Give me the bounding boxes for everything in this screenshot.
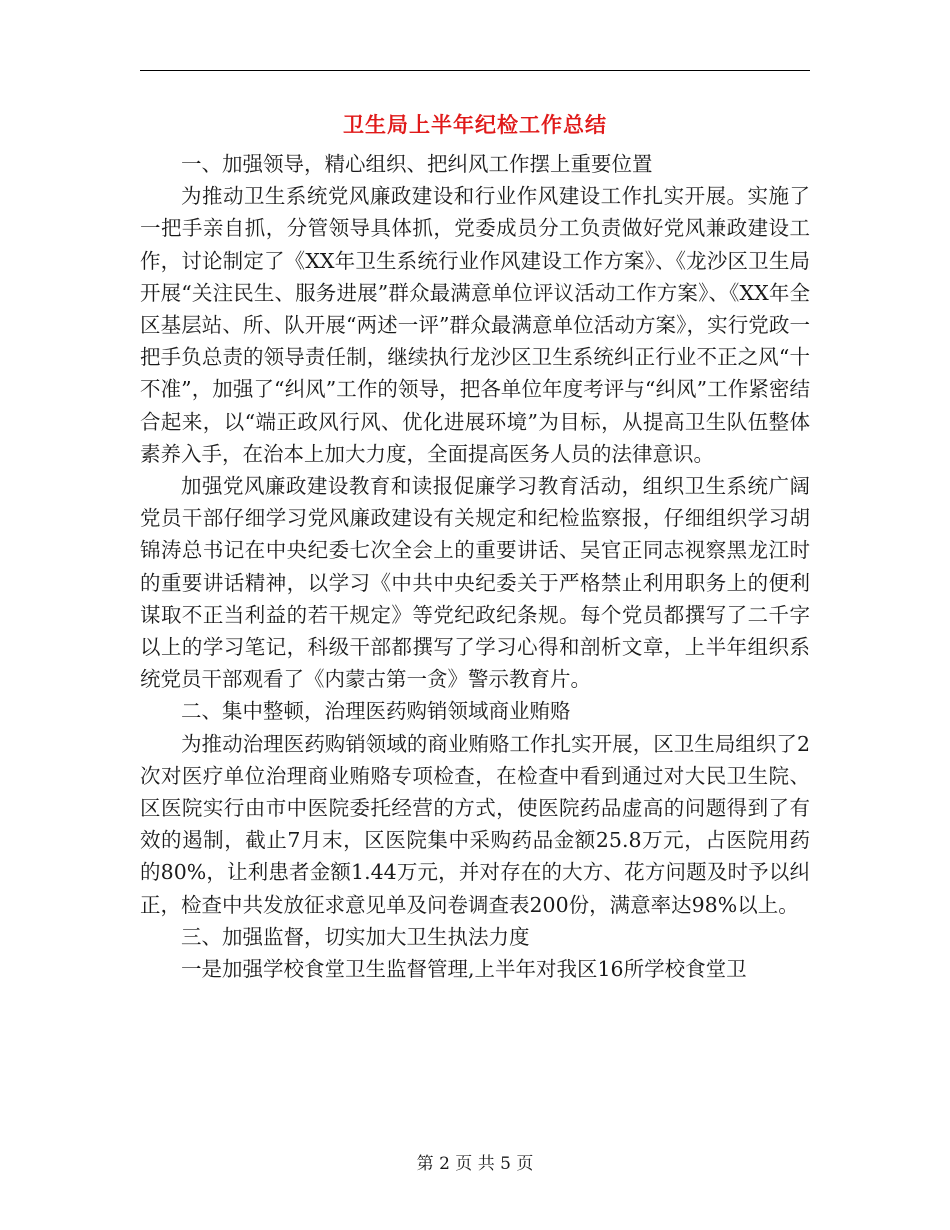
page-number: 第 2 页 共 5 页 xyxy=(416,1154,534,1174)
body-paragraph: 为推动卫生系统党风廉政建设和行业作风建设工作扎实开展。实施了一把手亲自抓，分管领导具体抓，党委成员分工负责做好党风兼政建设工作，讨论制定了《XX年卫生系统行业作风建设工作方案》、《龙沙区卫生局开展“关注民生、服务进展”群众最满意单位评议活动工作方案》、《XX年全区基层站、所、队开展“两述一评”群众最满意单位活动方案》，实行党政一把手负总责的领导责任制，继续执行龙沙区卫生系统纠正行业不正之风“十不准”，加强了“纠风”工作的领导，把各单位年度考评与“纠风”工作紧密结合起来，以“端正政风行风、优化进展环境”为目标，从提高卫生队伍整体素养入手，在治本上加大力度，全面提高医务人员的法律意识。 xyxy=(140,184,810,466)
section-heading-2: 二、集中整顿，治理医药购销领域商业贿赂 xyxy=(181,699,571,724)
header-rule xyxy=(140,70,810,71)
body-paragraph: 一是加强学校食堂卫生监督管理,上半年对我区16所学校食堂卫 xyxy=(181,957,747,982)
document-title: 卫生局上半年纪检工作总结 xyxy=(343,113,607,137)
body-paragraph: 为推动治理医药购销领域的商业贿赂工作扎实开展，区卫生局组织了2次对医疗单位治理商业贿赂专项检查，在检查中看到通过对大民卫生院、区医院实行由市中医院委托经营的方式，使医院药品虚高的问题得到了有效的遏制，截止7月末，区医院集中采购药品金额25.8万元，占医院用药的80%，让利患者金额1.44万元，并对存在的大方、花方问题及时予以纠正，检查中共发放征求意见单及问卷调查表200份，满意率达98%以上。 xyxy=(140,731,810,917)
body-paragraph: 加强党风廉政建设教育和读报促廉学习教育活动，组织卫生系统广阔党员干部仔细学习党风廉政建设有关规定和纪检监察报，仔细组织学习胡锦涛总书记在中央纪委七次全会上的重要讲话、吴官正同志视察黑龙江时的重要讲话精神，以学习《中共中央纪委关于严格禁止利用职务上的便利谋取不正当利益的若干规定》等党纪政纪条规。每个党员都撰写了二千字以上的学习笔记，科级干部都撰写了学习心得和剖析文章，上半年组织系统党员干部观看了《内蒙古第一贪》警示教育片。 xyxy=(140,474,810,692)
document-body xyxy=(140,148,810,985)
section-heading-1: 一、加强领导，精心组织、把纠风工作摆上重要位置 xyxy=(181,152,653,176)
section-heading-3: 三、加强监督，切实加大卫生执法力度 xyxy=(181,924,530,949)
